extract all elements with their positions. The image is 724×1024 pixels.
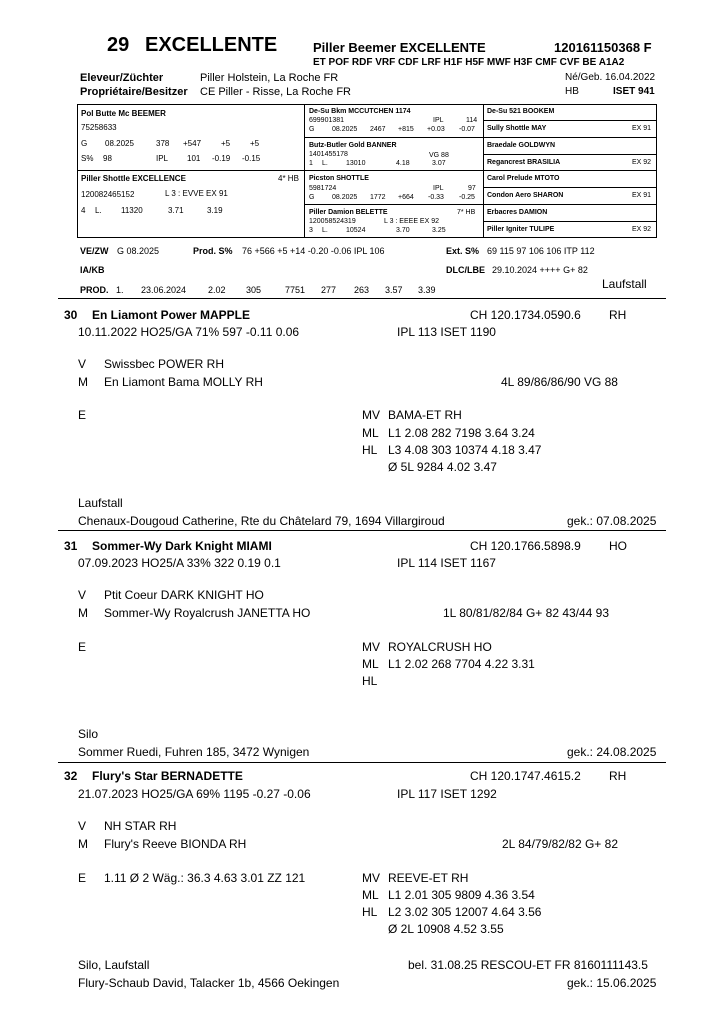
sire-label: V xyxy=(78,819,87,833)
entry-housing: Laufstall xyxy=(78,496,123,510)
entry-sire: NH STAR RH xyxy=(104,819,177,833)
entry-ml: L1 2.08 282 7198 3.64 3.24 xyxy=(388,426,535,440)
entry-name-a: Flury's Star xyxy=(92,769,161,783)
prod-row-0: 1. xyxy=(116,285,124,295)
ds-ipl: 97 xyxy=(468,185,476,192)
dam-perf-2: 11320 xyxy=(121,206,143,215)
mv-label: MV xyxy=(362,871,380,885)
ds-r-1: 08.2025 xyxy=(332,194,358,201)
owner: CE Piller - Risse, La Roche FR xyxy=(200,86,351,98)
entry-name xyxy=(92,539,272,553)
entry-number: 32 xyxy=(64,769,78,783)
entry-divider xyxy=(58,762,666,763)
lot-number: 29 xyxy=(107,34,130,56)
dam-perf-4: 3.19 xyxy=(207,206,223,215)
entry-ipl: IPL 114 ISET 1167 xyxy=(397,556,496,570)
entry-name-a: En Liamont Power xyxy=(92,308,201,322)
entry-gek: gek.: 15.06.2025 xyxy=(567,976,657,990)
ve-value: G 08.2025 xyxy=(117,246,160,256)
sire-r1-3: +547 xyxy=(183,139,202,148)
entry-info: 10.11.2022 HO25/GA 71% 597 -0.11 0.06 xyxy=(78,325,300,339)
hb-label: HB xyxy=(565,86,579,97)
ve-label: VE/ZW xyxy=(80,246,109,256)
iset-value: ISET 941 xyxy=(613,86,655,97)
section-divider xyxy=(58,298,666,299)
ss-r-0: G xyxy=(309,126,315,133)
dd-r-0: 3 xyxy=(309,227,313,234)
owner-label: Propriétaire/Besitzer xyxy=(80,86,188,98)
prod-row-7: 3.57 xyxy=(385,285,403,295)
sd-r-2: 13010 xyxy=(346,160,366,167)
entry-mv: REEVE-ET RH xyxy=(388,871,469,885)
dam-id: 120082465152 xyxy=(81,190,135,199)
prod-row-5: 277 xyxy=(321,285,337,295)
dd-r-4: 3.25 xyxy=(432,227,446,234)
entry-avg: Ø 5L 9284 4.02 3.47 xyxy=(388,460,497,474)
prod-row-8: 3.39 xyxy=(418,285,436,295)
ss-r-2: 2467 xyxy=(370,126,386,133)
sd-id: 1401455178 xyxy=(309,151,348,158)
dam-label: M xyxy=(78,375,88,389)
sd-name: Butz-Butler Gold BANNER xyxy=(309,142,397,149)
animal-id: 120161150368 F xyxy=(554,40,652,55)
ggp-5: Carol Prelude MTOTO xyxy=(487,175,560,182)
entry-dam-score: 2L 84/79/82/82 G+ 82 xyxy=(502,837,618,851)
ggp-3: Braedale GOLDWYN xyxy=(487,142,556,149)
dam-label: M xyxy=(78,837,88,851)
ml-label: ML xyxy=(362,657,379,671)
ds-r-2: 1772 xyxy=(370,194,386,201)
sd-r-0: 1 xyxy=(309,160,313,167)
dlc-value: 29.10.2024 ++++ G+ 82 xyxy=(492,265,588,275)
ss-r-3: +815 xyxy=(398,126,414,133)
ggp-2: Sully Shottle MAY xyxy=(487,125,547,132)
dam-perf-0: 4 xyxy=(81,206,86,215)
ss-ipl-label: IPL xyxy=(433,117,444,124)
dam-hb: 4* HB xyxy=(278,174,299,183)
prod-row-3: 305 xyxy=(246,285,262,295)
dd-r-1: L. xyxy=(322,227,328,234)
sire-r1-5: +5 xyxy=(250,139,260,148)
hl-label: HL xyxy=(362,674,378,688)
sire-label: V xyxy=(78,357,87,371)
ggp-4: Regancrest BRASILIA xyxy=(487,159,561,166)
animal-name: EXCELLENTE xyxy=(145,34,278,56)
entry-dam: Sommer-Wy Royalcrush JANETTA HO xyxy=(104,606,311,620)
entry-divider xyxy=(58,530,666,531)
entry-ipl: IPL 113 ISET 1190 xyxy=(397,325,496,339)
ml-label: ML xyxy=(362,426,379,440)
ggp-6: Condon Aero SHARON xyxy=(487,192,564,199)
dam-lineage: L 3 : EVVE EX 91 xyxy=(165,189,228,198)
entry-sire: Ptit Coeur DARK KNIGHT HO xyxy=(104,588,264,602)
ml-label: ML xyxy=(362,888,379,902)
entry-ml: L1 2.01 305 9809 4.36 3.54 xyxy=(388,888,535,902)
dd-hb: 7* HB xyxy=(457,209,476,216)
entry-info: 21.07.2023 HO25/GA 69% 1195 -0.27 -0.06 xyxy=(78,787,311,801)
entry-name-b: BERNADETTE xyxy=(160,769,243,783)
entry-dam-score: 4L 89/86/86/90 VG 88 xyxy=(501,375,618,389)
mv-label: MV xyxy=(362,640,380,654)
sire-r1-1: 08.2025 xyxy=(105,139,134,148)
sd-score: VG 88 xyxy=(429,152,449,159)
entry-owner: Flury-Schaub David, Talacker 1b, 4566 Oekingen xyxy=(78,976,340,990)
entry-breed: RH xyxy=(609,769,627,783)
sire-r2-5: -0.15 xyxy=(242,154,261,163)
sire-id: 75258633 xyxy=(81,123,117,132)
entry-name xyxy=(92,769,243,783)
prod-row-2: 2.02 xyxy=(208,285,226,295)
entry-mv: ROYALCRUSH HO xyxy=(388,640,492,654)
sire-r1-4: +5 xyxy=(221,139,231,148)
ss-ipl: 114 xyxy=(466,117,478,124)
dd-id: 120058524319 xyxy=(309,218,356,225)
ss-r-4: +0.03 xyxy=(427,126,445,133)
entry-owner: Sommer Ruedi, Fuhren 185, 3472 Wynigen xyxy=(78,745,310,759)
entry-ch-id: CH 120.1747.4615.2 xyxy=(470,769,581,783)
sire-r2-3: 101 xyxy=(187,154,201,163)
entry-name-b: MIAMI xyxy=(236,539,272,553)
prod-label: Prod. S% xyxy=(193,246,233,256)
entry-ch-id: CH 120.1766.5898.9 xyxy=(470,539,581,553)
prod-value: 76 +566 +5 +14 -0.20 -0.06 IPL 106 xyxy=(242,246,385,256)
entry-dam-score: 1L 80/81/82/84 G+ 82 43/44 93 xyxy=(443,606,610,620)
entry-hl: L2 3.02 305 12007 4.64 3.56 xyxy=(388,905,542,919)
ggp-4-score: EX 92 xyxy=(632,159,652,166)
sd-r-1: L. xyxy=(322,160,328,167)
sire-r1-0: G xyxy=(81,139,88,148)
entry-sire: Swissbec POWER RH xyxy=(104,357,225,371)
ggp-7: Erbacres DAMION xyxy=(487,209,548,216)
animal-fullname: Piller Beemer EXCELLENTE xyxy=(313,40,486,55)
prod-row-label: PROD. xyxy=(80,285,109,295)
entry-ch-id: CH 120.1734.0590.6 xyxy=(470,308,581,322)
dam-name: Piller Shottle EXCELLENCE xyxy=(81,174,186,183)
entry-info: 07.09.2023 HO25/A 33% 322 0.19 0.1 xyxy=(78,556,281,570)
dd-name: Piller Damion BELETTE xyxy=(309,209,388,216)
ds-r-4: -0.33 xyxy=(428,194,444,201)
ext-label: Ext. S% xyxy=(446,246,480,256)
hl-label: HL xyxy=(362,443,378,457)
dd-lineage: L 3 : EEEE EX 92 xyxy=(384,218,439,225)
sire-r1-2: 378 xyxy=(156,139,170,148)
entry-breed: RH xyxy=(609,308,627,322)
sd-r-4: 3.07 xyxy=(432,160,446,167)
prod-row-6: 263 xyxy=(354,285,370,295)
e-label: E xyxy=(78,408,87,422)
ds-ipl-label: IPL xyxy=(433,185,444,192)
prod-row-1: 23.06.2024 xyxy=(141,285,187,295)
ss-r-5: -0.07 xyxy=(459,126,475,133)
breeder-label: Eleveur/Züchter xyxy=(80,72,164,84)
sire-r2-0: S% xyxy=(81,154,94,163)
prod-row-4: 7751 xyxy=(285,285,306,295)
ggp-6-score: EX 91 xyxy=(632,192,652,199)
entry-owner: Chenaux-Dougoud Catherine, Rte du Châtelard 79, 1694 Villargiroud xyxy=(78,514,445,528)
entry-housing: Silo xyxy=(78,727,99,741)
birth-date: Né/Geb. 16.04.2022 xyxy=(565,72,656,83)
dd-r-2: 10524 xyxy=(346,227,366,234)
entry-number: 30 xyxy=(64,308,78,322)
entry-name-b: MAPPLE xyxy=(200,308,251,322)
entry-avg: Ø 2L 10908 4.52 3.55 xyxy=(388,922,504,936)
dam-label: M xyxy=(78,606,88,620)
sire-r2-4: -0.19 xyxy=(212,154,231,163)
ds-r-0: G xyxy=(309,194,315,201)
entry-ipl: IPL 117 ISET 1292 xyxy=(397,787,497,801)
ds-name: Picston SHOTTLE xyxy=(309,175,369,182)
dam-perf-3: 3.71 xyxy=(168,206,184,215)
mv-label: MV xyxy=(362,408,380,422)
dam-perf-1: L. xyxy=(95,206,102,215)
ds-r-3: +664 xyxy=(398,194,414,201)
ggp-8-score: EX 92 xyxy=(632,226,652,233)
entry-gek: gek.: 24.08.2025 xyxy=(567,745,657,759)
entry-mv: BAMA-ET RH xyxy=(388,408,462,422)
trait-codes: ET POF RDF VRF CDF LRF H1F H5F MWF H3F CMF CVF BE A1A2 xyxy=(313,57,625,68)
sire-r2-1: 98 xyxy=(103,154,112,163)
ia-label: IA/KB xyxy=(80,265,105,275)
ds-id: 5981724 xyxy=(309,185,337,192)
sire-r2-2: IPL xyxy=(156,154,169,163)
ext-value: 69 115 97 106 106 ITP 112 xyxy=(487,246,595,256)
ss-name: De-Su Bkm MCCUTCHEN 1174 xyxy=(309,108,411,115)
entry-breed: HO xyxy=(609,539,627,553)
ggp-1: De-Su 521 BOOKEM xyxy=(487,108,555,115)
hl-label: HL xyxy=(362,905,378,919)
ss-r-1: 08.2025 xyxy=(332,126,358,133)
ggp-2-score: EX 91 xyxy=(632,125,652,132)
breeder: Piller Holstein, La Roche FR xyxy=(200,72,339,84)
entry-number: 31 xyxy=(64,539,78,553)
sire-name: Pol Butte Mc BEEMER xyxy=(81,109,166,118)
entry-e: 1.11 Ø 2 Wäg.: 36.3 4.63 3.01 ZZ 121 xyxy=(104,871,306,885)
ss-id: 699901381 xyxy=(309,117,345,124)
entry-hl: L3 4.08 303 10374 4.18 3.47 xyxy=(388,443,542,457)
entry-insemination: bel. 31.08.25 RESCOU-ET FR 8160111143.5 xyxy=(408,958,648,972)
entry-name xyxy=(92,308,250,322)
entry-housing: Silo, Laufstall xyxy=(78,958,150,972)
ds-r-5: -0.25 xyxy=(459,194,475,201)
dd-r-3: 3.70 xyxy=(396,227,410,234)
sd-r-3: 4.18 xyxy=(396,160,410,167)
entry-dam: Flury's Reeve BIONDA RH xyxy=(104,837,247,851)
sire-label: V xyxy=(78,588,87,602)
e-label: E xyxy=(78,871,87,885)
entry-dam: En Liamont Bama MOLLY RH xyxy=(104,375,263,389)
entry-ml: L1 2.02 268 7704 4.22 3.31 xyxy=(388,657,535,671)
ggp-8: Piller Igniter TULIPE xyxy=(487,226,555,233)
entry-gek: gek.: 07.08.2025 xyxy=(567,514,657,528)
e-label: E xyxy=(78,640,87,654)
dlc-label: DLC/LBE xyxy=(446,265,485,275)
housing-main: Laufstall xyxy=(602,277,647,291)
entry-name-a: Sommer-Wy Dark Knight xyxy=(92,539,237,553)
